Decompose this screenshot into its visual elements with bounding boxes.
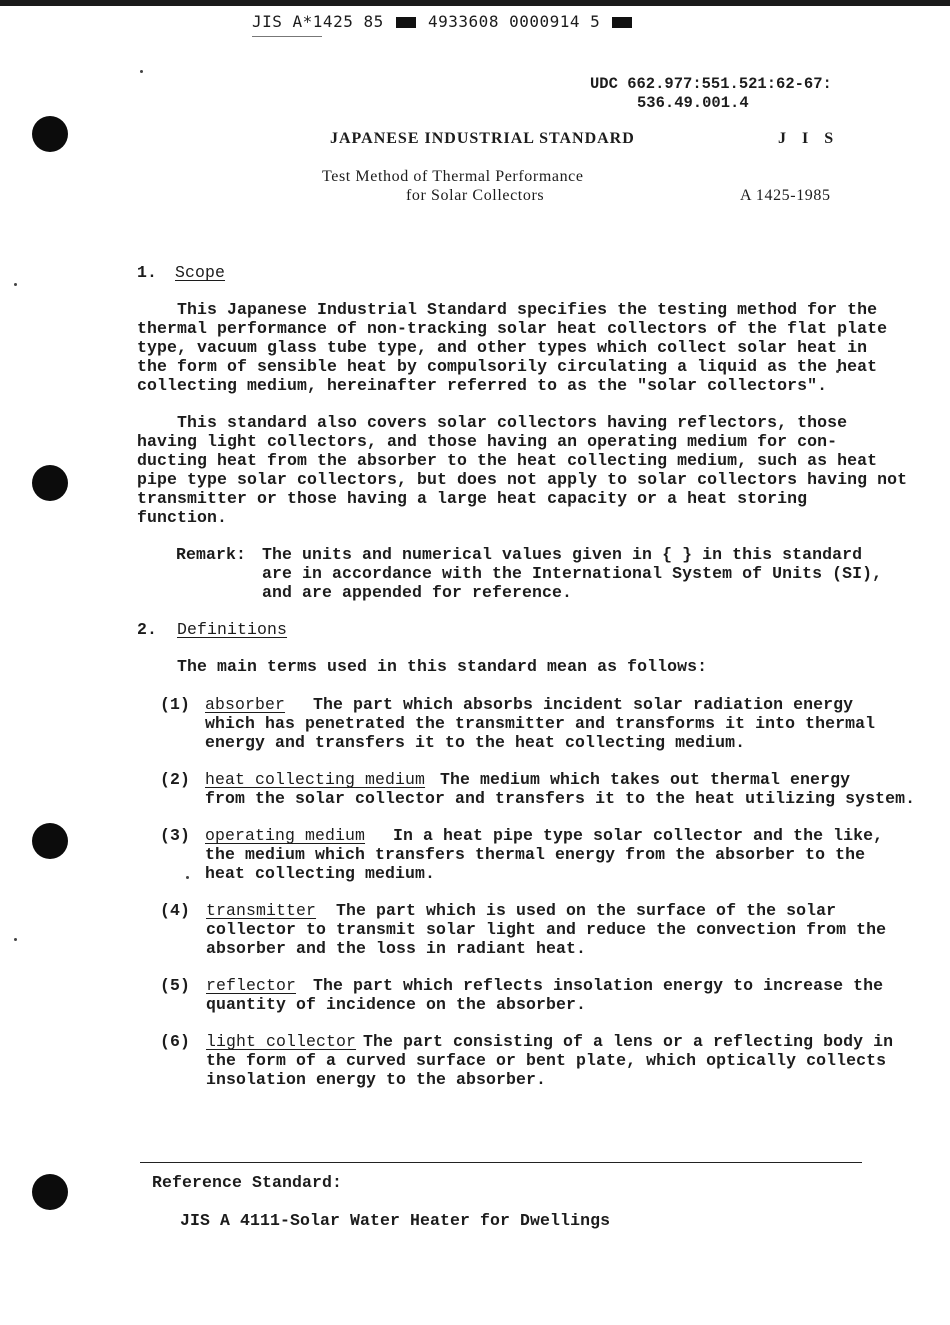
definition-term: heat collecting medium [205,770,426,789]
definition-text: The part which is used on the surface of the solar [336,901,837,920]
document-code-header [252,12,634,31]
definitions-intro: The main terms used in this standard mean as follows: [177,657,708,676]
paragraph-line: type, vacuum glass tube type, and other types which collect solar heat in [137,338,868,357]
scan-top-edge [0,0,950,6]
paragraph-line: the form of sensible heat by compulsorily circulating a liquid as the heat [137,357,878,376]
reference-label: Reference Standard: [152,1173,343,1192]
section-1-number: 1. [137,263,158,282]
remark-line: The units and numerical values given in { } in this standard [262,545,863,564]
paragraph-line: pipe type solar collectors, but does not apply to solar collectors having not [137,470,908,489]
definition-text: insolation energy to the absorber. [206,1070,547,1089]
definition-text: quantity of incidence on the absorber. [206,995,587,1014]
definition-number: (4) [160,901,191,920]
definition-text: the medium which transfers thermal energy from the absorber to the [205,845,866,864]
header-underline [252,36,322,37]
definition-text: The part which reflects insolation energy to increase the [313,976,884,995]
definition-number: (1) [160,695,191,714]
paragraph-line: thermal performance of non-tracking solar heat collectors of the flat plate [137,319,888,338]
definition-text: In a heat pipe type solar collector and the like, [393,826,884,845]
definition-text: The part which absorbs incident solar radiation energy [313,695,854,714]
document-number: A 1425-1985 [740,187,831,204]
document-title-line-1: Test Method of Thermal Performance [322,168,584,185]
paragraph-line: function. [137,508,228,527]
punch-hole-icon [32,116,68,152]
code-right: 4933608 0000914 5 [428,12,601,31]
paragraph-line: ducting heat from the absorber to the heat collecting medium, such as heat [137,451,878,470]
definition-text: absorber and the loss in radiant heat. [206,939,587,958]
udc-line-2: 536.49.001.4 [637,94,749,112]
definition-text: the form of a curved surface or bent plate, which optically collects [206,1051,887,1070]
scan-speck [14,938,17,941]
standard-title: JAPANESE INDUSTRIAL STANDARD [330,130,635,147]
remark-label: Remark: [176,545,247,564]
document-title-line-2: for Solar Collectors [406,187,545,204]
punch-hole-icon [32,823,68,859]
definition-text: The medium which takes out thermal energy [440,770,851,789]
definition-text: collector to transmit solar light and reduce the convection from the [206,920,887,939]
remark-line: are in accordance with the International System of Units (SI), [262,564,883,583]
definition-number: (6) [160,1032,191,1051]
definition-number: (5) [160,976,191,995]
paragraph-line: This standard also covers solar collectors having reflectors, those [137,413,848,432]
section-1-heading: Scope [175,263,226,282]
section-2-number: 2. [137,620,158,639]
barcode-block-icon [612,17,632,28]
definition-text: heat collecting medium. [205,864,436,883]
footnote-divider [140,1162,862,1163]
remark-line: and are appended for reference. [262,583,573,602]
section-2-heading: Definitions [177,620,288,639]
definition-term: light collector [206,1032,357,1051]
definition-text: from the solar collector and transfers it to the heat utilizing system. [205,789,916,808]
definition-number: (3) [160,826,191,845]
jis-mark: J I S [778,130,840,147]
scan-speck [14,283,17,286]
scan-speck [186,876,189,879]
punch-hole-icon [32,465,68,501]
reference-item: JIS A 4111-Solar Water Heater for Dwellings [180,1211,611,1230]
definition-term: transmitter [206,901,317,920]
definition-text: which has penetrated the transmitter and transforms it into thermal [205,714,876,733]
definition-number: (2) [160,770,191,789]
definition-text: The part consisting of a lens or a reflecting body in [363,1032,894,1051]
paragraph-line: having light collectors, and those having an operating medium for con- [137,432,838,451]
definition-text: energy and transfers it to the heat collecting medium. [205,733,746,752]
barcode-block-icon [396,17,416,28]
udc-line-1: UDC 662.977:551.521:62-67: [590,75,832,93]
scan-speck [140,70,143,73]
definition-term: operating medium [205,826,366,845]
definition-term: absorber [205,695,286,714]
paragraph-line: transmitter or those having a large heat capacity or a heat storing [137,489,808,508]
code-left: JIS A*1425 85 [252,12,384,31]
paragraph-line: collecting medium, hereinafter referred to as the "solar collectors". [137,376,828,395]
paragraph-line: This Japanese Industrial Standard specifies the testing method for the [137,300,878,319]
punch-hole-icon [32,1174,68,1210]
definition-term: reflector [206,976,297,995]
